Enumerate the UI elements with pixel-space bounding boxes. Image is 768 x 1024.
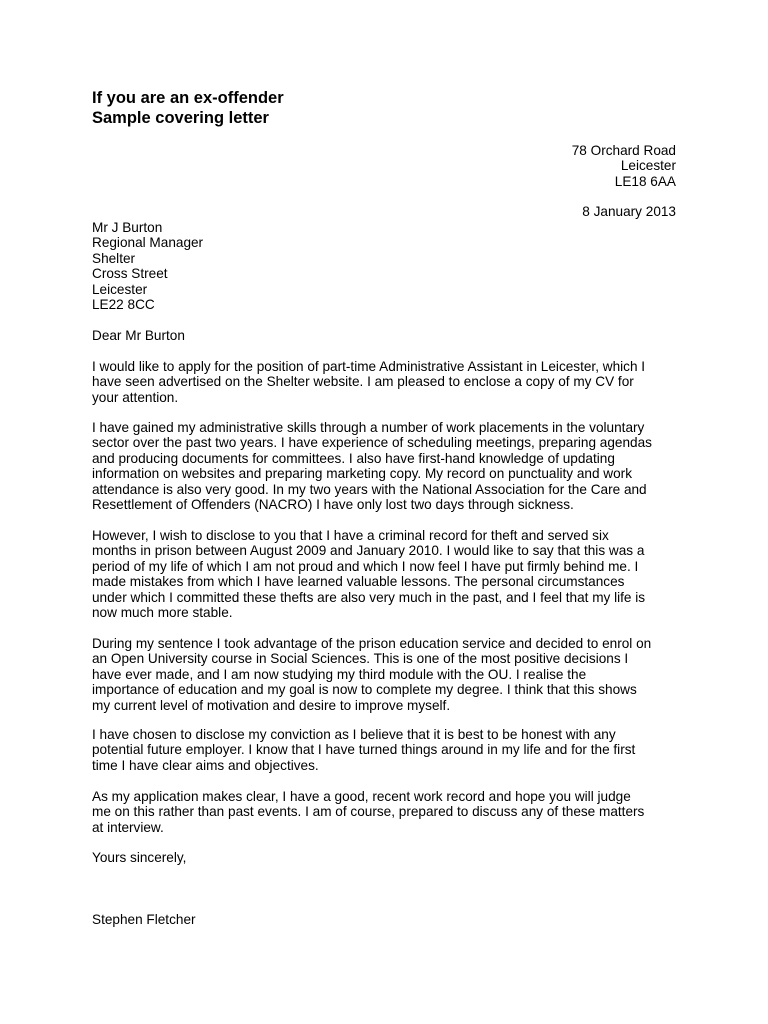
paragraph-line: me on this rather than past events. I am of course, prepared to discuss any of these matters — [92, 804, 645, 820]
paragraph-line: sector over the past two years. I have experience of scheduling meetings, preparing agendas — [92, 435, 652, 451]
paragraph-honesty — [92, 727, 692, 773]
paragraph-line: under which I committed these thefts are also very much in the past, and I feel that my life is — [92, 589, 646, 605]
paragraph-line: at interview. — [92, 819, 164, 835]
paragraph-conclusion — [92, 789, 692, 835]
paragraph-disclosure — [92, 528, 692, 620]
paragraph-line: attendance is also very good. In my two years with the National Association for the Care and — [92, 481, 647, 497]
sender-address-line: 78 Orchard Road — [571, 143, 676, 158]
paragraph-line: have ever made, and I am now studying my third module with the OU. I realise the — [92, 666, 587, 682]
paragraph-line: now much more stable. — [92, 605, 233, 621]
paragraph-line: your attention. — [92, 389, 179, 405]
paragraph-education — [92, 636, 692, 713]
heading-line-1: If you are an ex-offender — [92, 89, 284, 107]
paragraph-line: I have chosen to disclose my conviction as I believe that it is best to be honest with any — [92, 727, 616, 742]
paragraph-application — [92, 359, 692, 405]
paragraph-line: and producing documents for committees. I also have first-hand knowledge of updating — [92, 450, 615, 466]
paragraph-line: Resettlement of Offenders (NACRO) I have only lost two days through sickness. — [92, 497, 574, 513]
document-heading — [92, 88, 284, 128]
paragraph-line: months in prison between August 2009 and January 2010. I would like to say that this was a — [92, 543, 645, 559]
recipient-line: Cross Street — [92, 266, 168, 282]
paragraph-line: have seen advertised on the Shelter website. I am pleased to enclose a copy of my CV for — [92, 374, 634, 390]
paragraph-line: time I have clear aims and objectives. — [92, 757, 319, 773]
letter-date: 8 January 2013 — [582, 204, 676, 219]
sender-address — [572, 143, 676, 189]
recipient-line: LE22 8CC — [92, 297, 155, 313]
paragraph-line: my current level of motivation and desire to improve myself. — [92, 697, 451, 713]
paragraph-line: period of my life of which I am not proud and which I now feel I have put firmly behind me. I — [92, 558, 639, 574]
sender-address-line: LE18 6AA — [614, 173, 676, 189]
paragraph-line: an Open University course in Social Sciences. This is one of the most positive decisions I — [92, 651, 629, 667]
paragraph-skills — [92, 420, 692, 512]
heading-line-2: Sample covering letter — [92, 109, 269, 127]
recipient-line: Regional Manager — [92, 235, 204, 251]
paragraph-line: potential future employer. I know that I have turned things around in my life and for the first — [92, 742, 636, 758]
paragraph-line: However, I wish to disclose to you that I have a criminal record for theft and served six — [92, 528, 609, 543]
paragraph-line: made mistakes from which I have learned valuable lessons. The personal circumstances — [92, 574, 625, 590]
sender-address-line: Leicester — [620, 158, 676, 174]
paragraph-line: I have gained my administrative skills through a number of work placements in the voluntary — [92, 420, 645, 435]
paragraph-line: During my sentence I took advantage of the prison education service and decided to enrol on — [92, 636, 652, 651]
salutation: Dear Mr Burton — [92, 328, 185, 343]
recipient-line: Leicester — [92, 281, 148, 297]
paragraph-line: information on websites and preparing marketing copy. My record on punctuality and work — [92, 466, 632, 482]
recipient-line: Mr J Burton — [92, 220, 163, 235]
paragraph-line: importance of education and my goal is now to complete my degree. I think that this shows — [92, 682, 637, 698]
closing: Yours sincerely, — [92, 850, 187, 865]
paragraph-line: As my application makes clear, I have a good, recent work record and hope you will judge — [92, 789, 631, 804]
signature-name: Stephen Fletcher — [92, 912, 196, 927]
recipient-line: Shelter — [92, 250, 136, 266]
recipient-address — [92, 220, 203, 312]
paragraph-line: I would like to apply for the position of part-time Administrative Assistant in Leicester, which I — [92, 359, 646, 374]
